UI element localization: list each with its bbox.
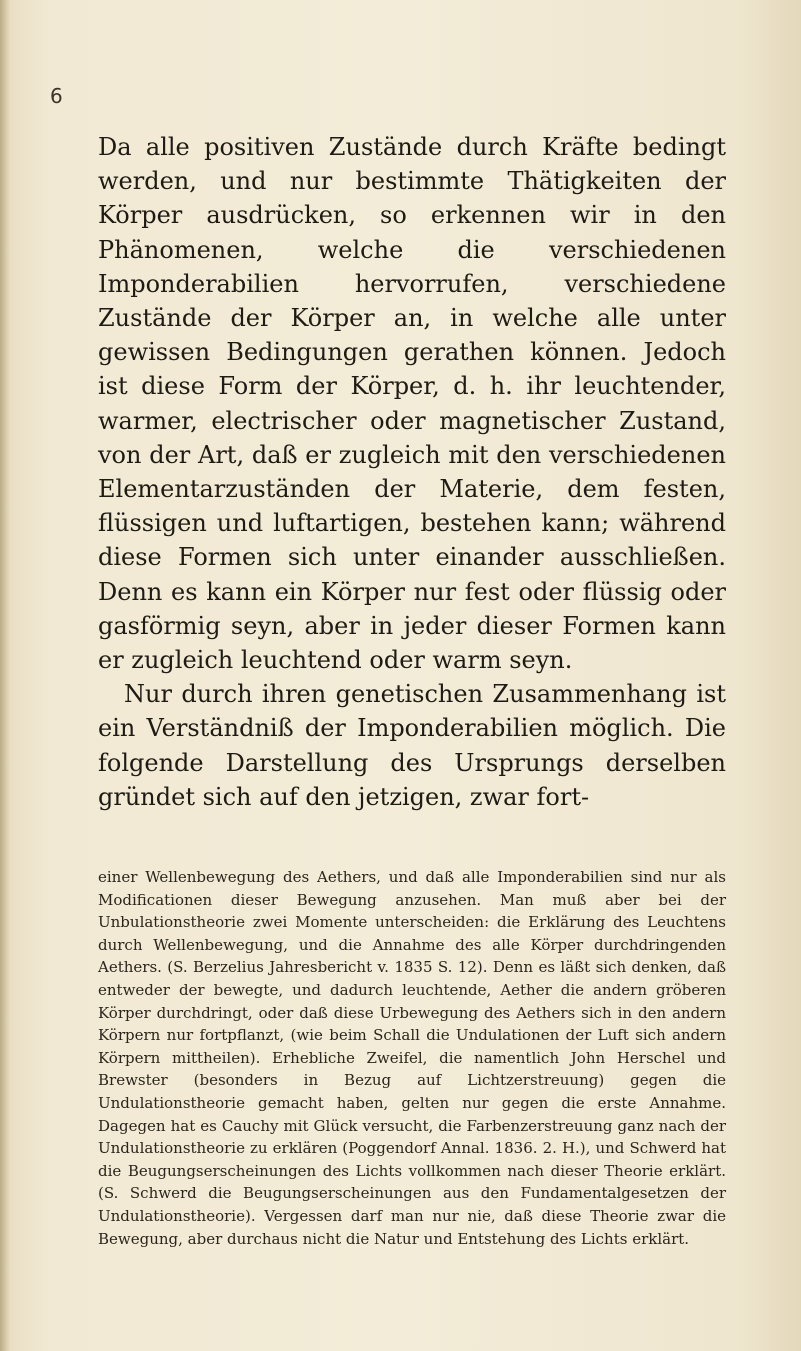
- paragraph-2: Nur durch ihren genetischen Zusammenhang ist ein Verständniß der Imponderabilien möglich. Die folgende Darstellung des Ursprungs derselben gründet sich auf den jetzigen, zwar fort-: [98, 680, 726, 811]
- page-binding-edge: [0, 0, 10, 1351]
- main-text-block: [98, 130, 726, 814]
- page-number: 6: [50, 84, 63, 108]
- footnote-block: [98, 866, 726, 1250]
- footnote-text: einer Wellenbewegung des Aethers, und daß alle Imponderabilien sind nur als Modificationen dieser Bewegung anzusehen. Man muß aber bei der Unbulationstheorie zwei Momente unterscheiden: die Erklärung des Leuchtens durch Wellenbewegung, und die Annahme des alle Körper durchdringenden Aethers. (S. Berzelius Jahresbericht v. 1835 S. 12). Denn es läßt sich denken, daß entweder der bewegte, und dadurch leuchtende, Aether die andern gröberen Körper durchdringt, oder daß diese Urbewegung des Aethers sich in den andern Körpern nur fortpflanzt, (wie beim Schall die Undulationen der Luft sich andern Körpern mittheilen). Erhebliche Zweifel, die namentlich John Herschel und Brewster (besonders in Bezug auf Lichtzerstreuung) gegen die Undulationstheorie gemacht haben, gelten nur gegen die erste Annahme. Dagegen hat es Cauchy mit Glück versucht, die Farbenzerstreuung ganz nach der Undulationstheorie zu erklären (Poggendorf Annal. 1836. 2. H.), und Schwerd hat die Beugungserscheinungen des Lichts vollkommen nach dieser Theorie erklärt. (S. Schwerd die Beugungserscheinungen aus den Fundamentalgesetzen der Undulationstheorie). Vergessen darf man nur nie, daß diese Theorie zwar die Bewegung, aber durchaus nicht die Natur und Entstehung des Lichts erklärt.: [98, 868, 726, 1248]
- paragraph-1: Da alle positiven Zustände durch Kräfte bedingt werden, und nur bestimmte Thätigkeiten der Körper ausdrücken, so erkennen wir in den Phänomenen, welche die verschiedenen Imponderabilien hervorrufen, verschiedene Zustände der Körper an, in welche alle unter gewissen Bedingungen gerathen können. Jedoch ist diese Form der Körper, d. h. ihr leuchtender, warmer, electrischer oder magnetischer Zustand, von der Art, daß er zugleich mit den verschiedenen Elementarzuständen der Materie, dem festen, flüssigen und luftartigen, bestehen kann; während diese Formen sich unter einander ausschließen. Denn es kann ein Körper nur fest oder flüssig oder gasförmig seyn, aber in jeder dieser Formen kann er zugleich leuchtend oder warm seyn.: [98, 133, 726, 675]
